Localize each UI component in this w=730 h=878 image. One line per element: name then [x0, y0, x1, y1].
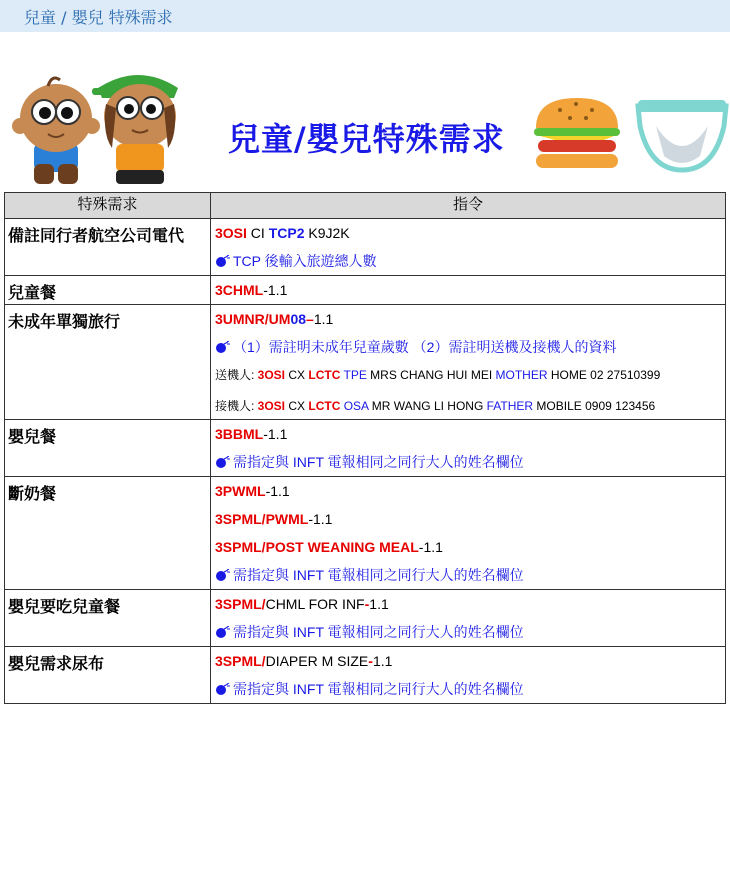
command-note: 需指定與 INFT 電報相同之同行大人的姓名欄位 [215, 561, 725, 589]
bomb-bullet-icon [215, 456, 231, 468]
need-cell: 嬰兒需求尿布 [5, 647, 211, 704]
command-line: 3SPML/DIAPER M SIZE-1.1 [215, 653, 393, 669]
bomb-bullet-icon [215, 341, 231, 353]
sender-line: 送機人: 3OSI CX LCTC TPE MRS CHANG HUI MEI MOTHER HOME 02 27510399 [215, 368, 661, 382]
need-cell: 未成年單獨旅行 [5, 305, 211, 420]
command-line: 3CHML-1.1 [215, 282, 288, 298]
command-note: 需指定與 INFT 電報相同之同行大人的姓名欄位 [215, 448, 725, 476]
need-cell: 嬰兒餐 [5, 420, 211, 477]
need-cell: 兒童餐 [5, 276, 211, 305]
command-cell [211, 219, 726, 276]
command-note: 需指定與 INFT 電報相同之同行大人的姓名欄位 [215, 618, 725, 646]
kids-cartoon-icon [10, 66, 195, 188]
command-cell [211, 305, 726, 420]
command-cell [211, 477, 726, 590]
breadcrumb: 兒童 / 嬰兒 特殊需求 [24, 8, 173, 27]
command-line: 3PWML-1.1 [215, 483, 290, 499]
command-line: 3OSI CI TCP2 K9J2K [215, 225, 350, 241]
command-note: （1）需註明未成年兒童歲數 （2）需註明送機及接機人的資料 [215, 333, 725, 361]
table-row [5, 590, 726, 647]
command-cell [211, 647, 726, 704]
command-note: 需指定與 INFT 電報相同之同行大人的姓名欄位 [215, 675, 725, 703]
receiver-line: 接機人: 3OSI CX LCTC OSA MR WANG LI HONG FATHER MOBILE 0909 123456 [215, 399, 656, 413]
need-cell: 備註同行者航空公司電代 [5, 219, 211, 276]
table-header-row [5, 193, 726, 219]
table-row [5, 647, 726, 704]
top-bar [0, 0, 730, 32]
special-needs-table [4, 192, 726, 704]
command-cell [211, 276, 726, 305]
burger-icon [530, 92, 625, 172]
command-note: TCP 後輸入旅遊總人數 [215, 247, 725, 275]
column-header-need: 特殊需求 [5, 193, 211, 219]
need-cell: 斷奶餐 [5, 477, 211, 590]
diaper-icon [634, 92, 730, 174]
command-line: 3BBML-1.1 [215, 426, 288, 442]
bomb-bullet-icon [215, 683, 231, 695]
bomb-bullet-icon [215, 626, 231, 638]
need-cell: 嬰兒要吃兒童餐 [5, 590, 211, 647]
table-row [5, 477, 726, 590]
page-title: 兒童/嬰兒特殊需求 [228, 120, 505, 158]
table-row [5, 276, 726, 305]
command-line: 3SPML/PWML-1.1 [215, 511, 333, 527]
command-cell [211, 420, 726, 477]
command-line: 3SPML/CHML FOR INF-1.1 [215, 596, 389, 612]
bomb-bullet-icon [215, 569, 231, 581]
column-header-command: 指令 [211, 193, 726, 219]
table-row [5, 305, 726, 420]
table-row [5, 420, 726, 477]
table-row [5, 219, 726, 276]
command-line: 3UMNR/UM08–1.1 [215, 311, 334, 327]
bomb-bullet-icon [215, 255, 231, 267]
command-cell [211, 590, 726, 647]
command-line: 3SPML/POST WEANING MEAL-1.1 [215, 539, 443, 555]
